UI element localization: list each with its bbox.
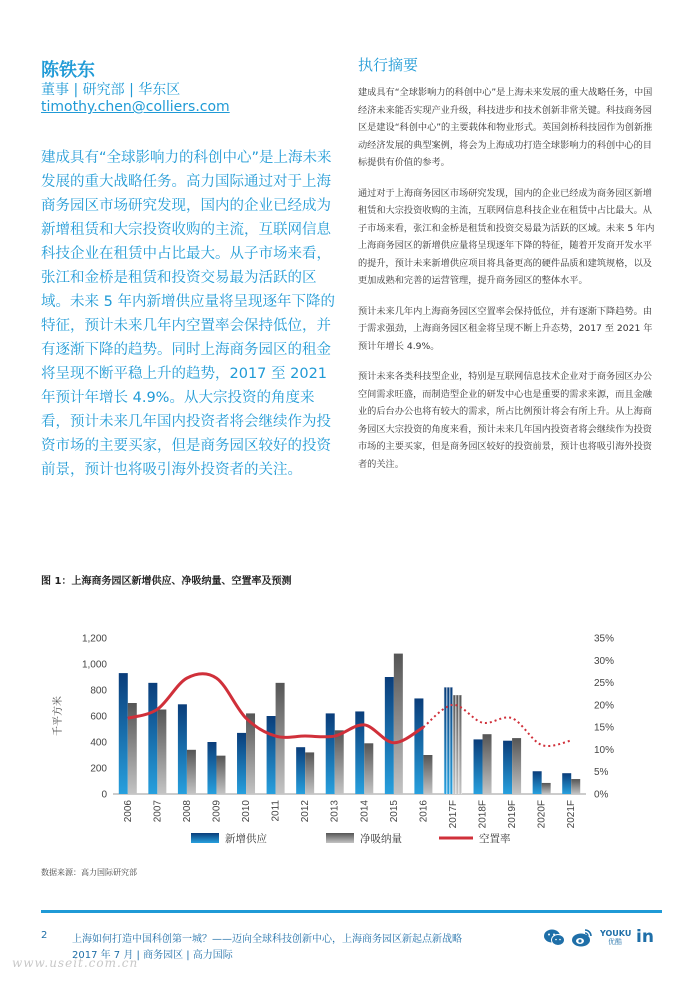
supply-absorption-vacancy-chart xyxy=(41,620,621,860)
section-title: 执行摘要 xyxy=(358,56,419,74)
figure-source: 数据来源：高力国际研究部 xyxy=(41,868,137,877)
y-axis-title: 千平方米 xyxy=(53,696,64,736)
x-tick-label: 2017F xyxy=(447,800,459,829)
absorption-bar xyxy=(335,730,344,794)
supply-bar xyxy=(267,716,276,794)
legend-absorption-label: 净吸纳量 xyxy=(360,833,402,845)
x-tick-label: 2006 xyxy=(122,800,134,823)
y2-tick-label: 25% xyxy=(594,678,615,690)
summary-paragraph: 通过对于上海商务园区市场研究发现，国内的企业已经成为商务园区新增租赁和大宗投资收购的主流，互联网信息科技企业在租赁中占比最大。从子市场来看，张江和金桥是租赁和投资交易最为活跃的区域。未来 5 年内上海商务园区的新增供应量将呈现逐年下降的特征，随着开发商开发水平的提升，预计未来新增供应项目将具备更高的硬件品质和建筑规格，以及更加成熟和完善的运营管理，提升商务园区的整体水平。 xyxy=(358,187,655,286)
youku-logo[interactable] xyxy=(600,929,630,947)
x-tick-label: 2019F xyxy=(507,800,519,829)
x-tick-label: 2011 xyxy=(270,800,282,822)
y2-tick-label: 10% xyxy=(594,744,615,756)
x-tick-label: 2012 xyxy=(300,800,312,823)
legend-vacancy-label: 空置率 xyxy=(479,833,511,845)
figure-title: 图 1：上海商务园区新增供应、净吸纳量、空置率及预测 xyxy=(41,576,292,587)
absorption-bar xyxy=(157,710,166,795)
y2-tick-label: 30% xyxy=(594,655,615,667)
youku-label: YOUKU xyxy=(600,929,632,938)
y-tick-label: 0 xyxy=(101,789,107,801)
absorption-bar xyxy=(542,783,551,794)
watermark: www.useit.com.cn xyxy=(12,956,139,970)
chart-legend xyxy=(191,832,511,845)
x-tick-label: 2008 xyxy=(181,800,193,823)
x-tick-label: 2007 xyxy=(152,800,164,823)
y-tick-label: 600 xyxy=(90,711,107,723)
supply-bar xyxy=(296,747,305,794)
x-tick-label: 2020F xyxy=(536,800,548,829)
chart-x-labels xyxy=(123,800,577,829)
supply-bar xyxy=(385,677,394,794)
summary-text xyxy=(358,84,658,486)
supply-bar xyxy=(237,733,246,794)
x-tick-label: 2009 xyxy=(211,800,223,823)
y2-tick-label: 0% xyxy=(594,789,609,801)
page-number: 2 xyxy=(41,930,48,941)
y-tick-label: 1,200 xyxy=(81,633,107,645)
weibo-icon[interactable] xyxy=(571,928,593,948)
lead-paragraph: 建成具有“全球影响力的科创中心”是上海未来发展的重大战略任务。高力国际通过对于上海商务园区市场研究发现，国内的企业已经成为新增租赁和大宗投资收购的主流，互联网信息科技企业在租赁中占比最大。从子市场来看，张江和金桥是租赁和投资交易最为活跃的区域。未来 5 年内新增供应量将呈现逐年下降的特征，预计未来几年内空置率会保持低位，并有逐渐下降的趋势。同时上海商务园区的租金将呈现不断平稳上升的趋势，2017 至 2021 年预计年增长 4.9%。从大宗投资的角度来看，预计未来几年国内投资者将会继续作为投资市场的主要买家，但是商务园区较好的投资前景，预计也将吸引海外投资者的关注。 xyxy=(41,150,335,478)
forecast-hatch xyxy=(444,687,453,794)
supply-bar xyxy=(148,683,157,794)
supply-bar xyxy=(326,713,335,794)
y2-tick-label: 5% xyxy=(594,767,609,779)
x-tick-label: 2015 xyxy=(388,800,400,823)
legend-absorption-swatch xyxy=(326,833,354,843)
absorption-bar xyxy=(187,750,196,794)
y-tick-label: 200 xyxy=(90,763,107,775)
legend-supply-swatch xyxy=(191,833,219,843)
footer-meta: 2017 年 7 月 | 商务园区 | 高力国际 xyxy=(72,950,233,961)
absorption-bar xyxy=(483,734,492,794)
supply-bar xyxy=(474,739,483,794)
wechat-icon[interactable] xyxy=(543,928,565,948)
supply-bar xyxy=(533,771,542,794)
author-email-link[interactable]: timothy.chen@colliers.com xyxy=(41,99,230,115)
x-tick-label: 2016 xyxy=(418,800,430,823)
absorption-bar xyxy=(512,738,521,794)
y2-tick-label: 20% xyxy=(594,700,615,712)
author-name: 陈铁东 xyxy=(41,60,95,81)
x-tick-label: 2013 xyxy=(329,800,341,823)
absorption-bar xyxy=(305,752,314,794)
absorption-bar xyxy=(423,755,432,794)
summary-paragraph: 预计未来各类科技型企业，特别是互联网信息技术企业对于商务园区办公空间需求旺盛，而制造型企业的研发中心也是重要的需求来源，而且金融业的后台办公也将有较大的需求，所占比例预计将会有所上升。从上海商务园区大宗投资的角度来看，预计未来几年国内投资者将会继续作为投资市场的主要买家，但是商务园区较好的投资前景，预计也将吸引海外投资者的关注。 xyxy=(358,371,652,470)
supply-bar xyxy=(503,741,512,794)
y-tick-label: 1,000 xyxy=(81,659,107,671)
supply-bar xyxy=(562,773,571,794)
footer-title: 上海如何打造中国科创第一城？——迈向全球科技创新中心，上海商务园区新起点新战略 xyxy=(72,934,462,945)
linkedin-icon[interactable]: in xyxy=(636,927,654,947)
supply-bar xyxy=(207,742,216,794)
x-tick-label: 2014 xyxy=(359,800,371,823)
absorption-bar xyxy=(571,779,580,794)
supply-bar xyxy=(119,673,128,794)
absorption-bar xyxy=(216,756,225,794)
x-tick-label: 2021F xyxy=(566,800,578,829)
supply-bar xyxy=(178,704,187,794)
x-tick-label: 2018F xyxy=(477,800,489,829)
y-tick-label: 800 xyxy=(90,685,107,697)
x-tick-label: 2010 xyxy=(241,800,253,823)
youku-sub-label: 优酷 xyxy=(608,938,622,946)
y2-tick-label: 35% xyxy=(594,633,615,645)
chart-vacancy-line xyxy=(128,674,571,746)
author-role: 董事 | 研究部 | 华东区 xyxy=(41,82,181,98)
forecast-hatch xyxy=(453,695,462,794)
summary-paragraph: 预计未来几年内上海商务园区空置率会保持低位，并有逐渐下降趋势。由于需求强劲，上海商务园区租金将呈现不断上升态势，2017 至 2021 年预计年增长 4.9%。 xyxy=(358,305,653,352)
chart-bars xyxy=(119,654,580,794)
absorption-bar xyxy=(394,654,403,794)
absorption-bar xyxy=(364,743,373,794)
y-tick-label: 400 xyxy=(90,737,107,749)
y2-tick-label: 15% xyxy=(594,722,615,734)
supply-bar xyxy=(414,698,423,794)
legend-supply-label: 新增供应 xyxy=(225,833,267,845)
summary-paragraph: 建成具有“全球影响力的科创中心”是上海未来发展的重大战略任务，中国经济未来能否实现产业升级，科技进步和技术创新非常关键。科技商务园区是建设“科创中心”的主要载体和物业形式。英国剑桥科技园作为创新推动经济发展的典型案例，将会为上海成功打造全球影响力的科创中心的目标提供有价值的参考。 xyxy=(358,87,653,168)
footer-divider xyxy=(41,910,662,913)
